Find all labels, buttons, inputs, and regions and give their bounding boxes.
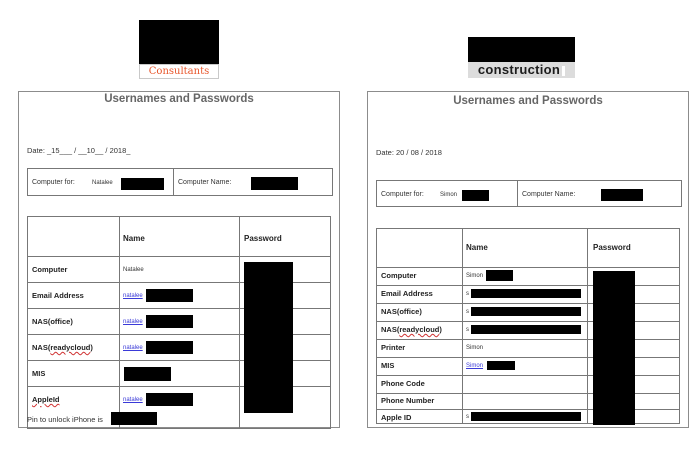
right-email-redaction: [471, 289, 581, 298]
right-date-line: Date: 20 / 08 / 2018: [376, 148, 442, 157]
left-footer-note: Pin to unlock iPhone is: [27, 415, 103, 424]
right-sheet: [367, 91, 689, 428]
right-row-label: NAS(readycloud): [381, 325, 442, 334]
left-computer-name-redaction: [251, 177, 298, 190]
right-row-printer-value: Simon: [466, 345, 484, 351]
right-computer-info-box: [376, 180, 682, 207]
left-row-nas-office-link[interactable]: natalee: [123, 319, 143, 325]
left-computer-for-redaction: [121, 178, 164, 190]
right-credentials-table: [376, 228, 680, 424]
left-computer-info-box: [27, 168, 333, 196]
right-mis-redaction: [487, 361, 515, 370]
left-row-appleid-link[interactable]: natalee: [123, 397, 143, 403]
right-password-redaction: [593, 271, 635, 425]
left-email-redaction: [146, 289, 193, 302]
left-row-label: Computer: [32, 265, 68, 274]
left-nas-office-redaction: [146, 315, 193, 328]
left-computer-name-label: Computer Name:: [178, 179, 232, 186]
right-computer-for-label: Computer for:: [381, 191, 424, 198]
left-logo-text: Consultants: [139, 64, 219, 79]
right-sheet-title: Usernames and Passwords: [453, 95, 603, 107]
right-row-nas-office-value: s: [466, 309, 469, 315]
right-row-computer-value: Simon: [466, 273, 484, 279]
right-row-label: Printer: [381, 343, 406, 352]
left-row-name-value: Natalee: [123, 267, 144, 273]
right-computer-name-redaction: [601, 189, 643, 201]
right-row-label: MIS: [381, 361, 395, 370]
right-computer-for-redaction: [462, 190, 489, 201]
left-col-password-header: Password: [244, 234, 282, 243]
right-row-label: Computer: [381, 271, 417, 280]
left-col-name-header: Name: [123, 234, 145, 243]
right-row-label: Phone Code: [381, 379, 425, 388]
right-nas-readycloud-redaction: [471, 325, 581, 334]
left-row-nas-readycloud-link[interactable]: natalee: [123, 345, 143, 351]
right-row-label: NAS(office): [381, 307, 422, 316]
left-computer-for-value: Natalee: [92, 180, 113, 186]
right-nas-office-redaction: [471, 307, 581, 316]
left-row-label: AppleId: [32, 395, 60, 404]
left-sheet-title: Usernames and Passwords: [104, 93, 254, 105]
left-row-label: NAS(office): [32, 317, 73, 326]
right-row-label: Email Address: [381, 289, 433, 298]
right-row-appleid-value: s: [466, 414, 469, 420]
left-date-line: Date: _15___ / __10__ / 2018_: [27, 146, 131, 155]
right-computer-for-value: Simon: [440, 192, 458, 198]
right-col-password-header: Password: [593, 243, 631, 252]
left-row-label: Email Address: [32, 291, 84, 300]
right-logo-redaction: [468, 37, 575, 63]
left-appleid-redaction: [146, 393, 193, 406]
left-footer-redaction: [111, 412, 157, 425]
right-computer-name-label: Computer Name:: [522, 191, 576, 198]
left-sheet: [18, 91, 340, 428]
right-row-label: Phone Number: [381, 396, 435, 405]
left-nas-readycloud-redaction: [146, 341, 193, 354]
right-appleid-redaction: [471, 412, 581, 421]
left-password-redaction: [244, 262, 293, 413]
left-row-label: NAS(readycloud): [32, 343, 93, 352]
left-computer-for-label: Computer for:: [32, 179, 75, 186]
right-logo-text: construction: [468, 62, 575, 78]
left-mis-redaction: [124, 367, 171, 381]
left-row-email-link[interactable]: natalee: [123, 293, 143, 299]
right-row-label: Apple ID: [381, 413, 412, 422]
right-col-name-header: Name: [466, 243, 488, 252]
right-row-mis-link[interactable]: Simon: [466, 363, 484, 369]
right-row-email-value: s: [466, 291, 469, 297]
left-logo-redaction: [139, 20, 219, 64]
left-credentials-table: [27, 216, 331, 429]
right-computer-redaction: [486, 270, 513, 281]
right-row-nas-readycloud-value: s: [466, 327, 469, 333]
left-row-label: MIS: [32, 369, 46, 378]
